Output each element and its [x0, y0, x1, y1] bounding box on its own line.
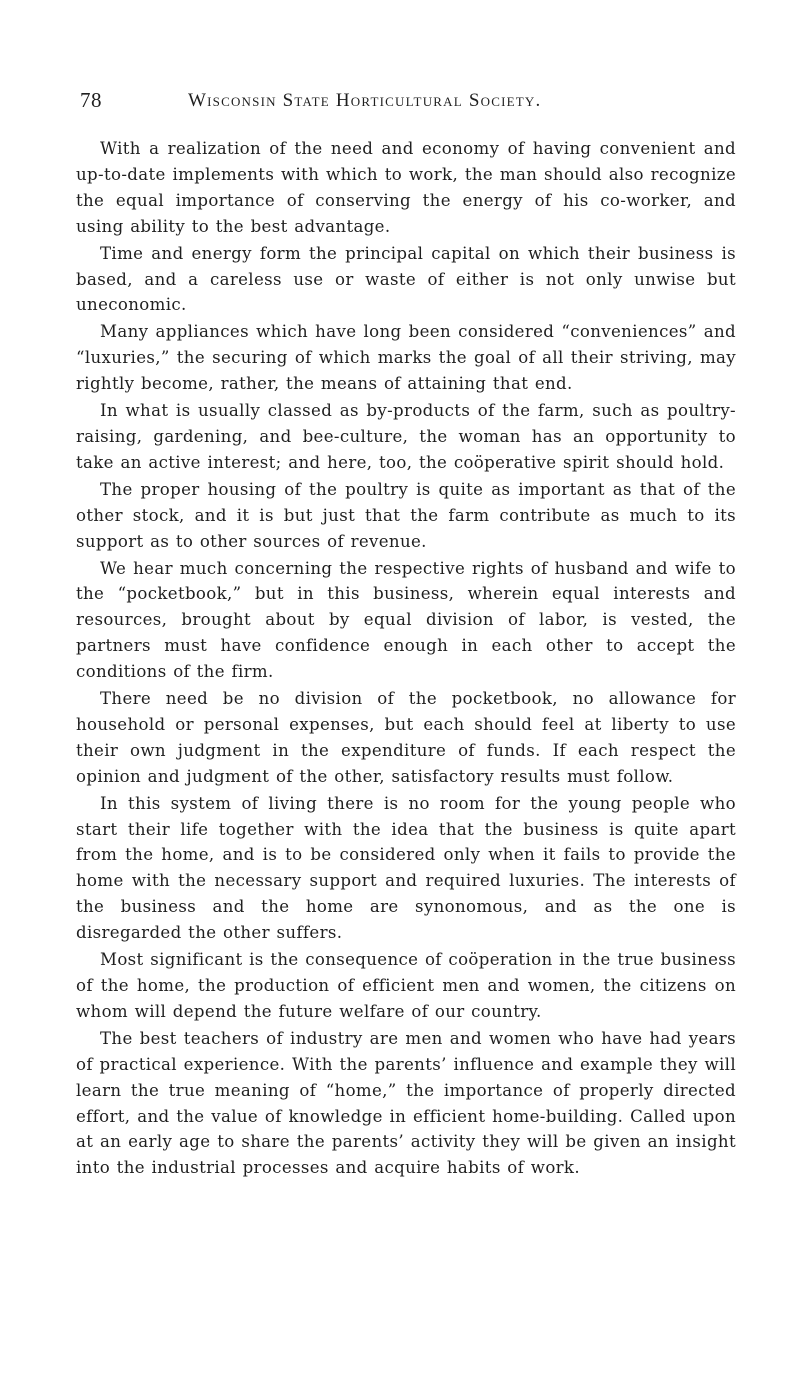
- paragraph-no-division: There need be no division of the pocketbook, no allowance for household or personal expenses, but each should feel at liberty to use their own judgment in the expenditure of funds. If each respect the opinion and judgment of the other, satisfactory results must follow.: [76, 689, 736, 786]
- body-text: [76, 136, 736, 1181]
- paragraph-implements: With a realization of the need and economy of having convenient and up-to-date implements with which to work, the man should also recognize the equal importance of conserving the energy of his co-worker, and using ability to the best advantage.: [76, 139, 736, 236]
- paragraph-poultry-housing: The proper housing of the poultry is quite as important as that of the other stock, and it is but just that the farm contribute as much to its support as to other sources of revenue.: [76, 479, 736, 551]
- paragraph-cooperation: Most significant is the consequence of coöperation in the true business of the home, the production of efficient men and women, the citizens on whom will depend the future welfare of our country.: [76, 950, 736, 1021]
- paragraph-pocketbook-rights: We hear much concerning the respective rights of husband and wife to the “pocketbook,” but in this business, wherein equal interests and resources, brought about by equal division of labor, is vested, the partners must have confidence enough in each other to accept the conditions of the firm.: [76, 558, 736, 682]
- paragraph-system-of-living: In this system of living there is no room for the young people who start their life together with the idea that the business is quite apart from the home, and is to be considered only when it fails to provide the home with the necessary support and required luxuries. The interests of the business and the home are synonomous, and as the one is disregarded the other suffers.: [76, 793, 736, 943]
- paragraph-time-energy: Time and energy form the principal capital on which their business is based, and a careless use or waste of either is not only unwise but uneconomic.: [76, 243, 736, 315]
- page-number: 78: [80, 88, 102, 112]
- journal-title: Wisconsin State Horticultural Society.: [188, 90, 542, 111]
- paragraph-appliances: Many appliances which have long been considered “conveniences” and “luxuries,” the securing of which marks the goal of all their striving, may rightly become, rather, the means of attaining that end.: [76, 322, 736, 394]
- paragraph-teachers-of-industry: The best teachers of industry are men and women who have had years of practical experience. With the parents’ influence and example they will learn the true meaning of “home,” the importance of properly directed effort, and the value of knowledge in efficient home-building. Called upon at an early age to share the parents’ activity they will be given an insight into the industrial processes and acquire habits of work.: [76, 1028, 736, 1178]
- running-header: [80, 88, 640, 116]
- paragraph-by-products: In what is usually classed as by-products of the farm, such as poultry-raising, gardening, and bee-culture, the woman has an opportunity to take an active interest; and here, too, the coöperative spirit should hold.: [76, 401, 736, 472]
